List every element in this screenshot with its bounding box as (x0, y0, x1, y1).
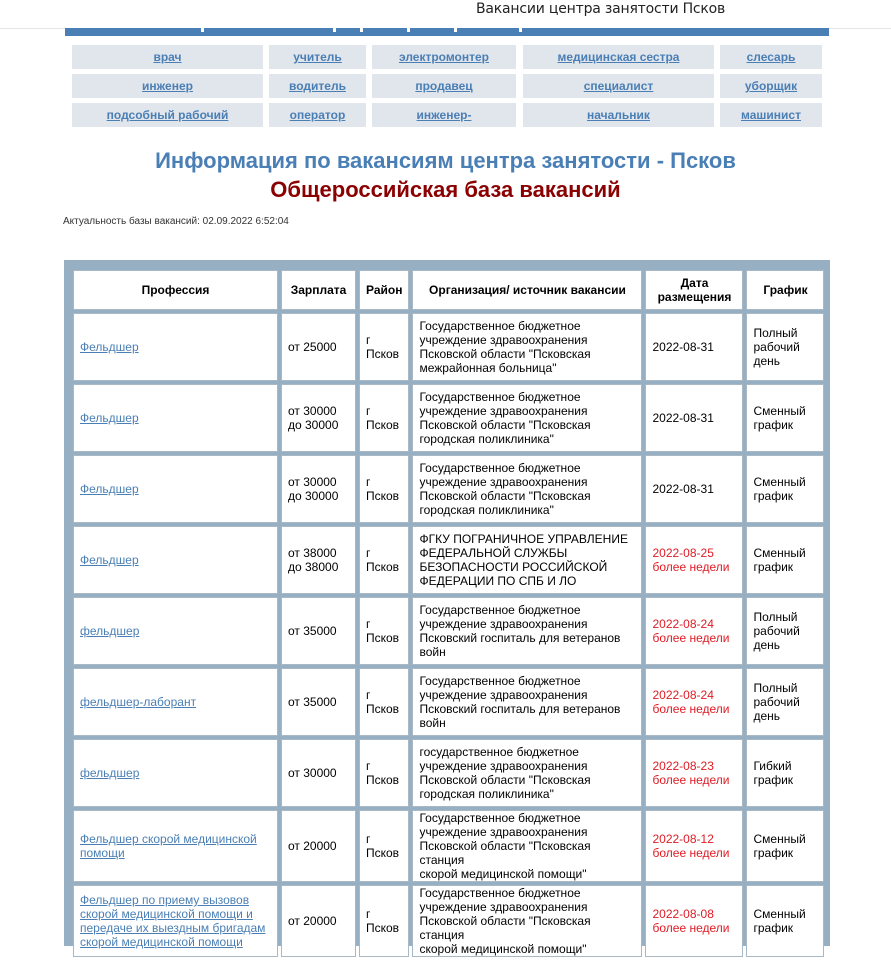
table-row (73, 810, 824, 882)
organization-text: учреждение здравоохранения (419, 475, 588, 489)
schedule-text: график (753, 489, 794, 503)
cell-salary (281, 739, 356, 807)
cell-profession (73, 384, 278, 452)
profession-link[interactable]: Фельдшер (80, 340, 139, 354)
nav-link[interactable]: уборщик (744, 79, 798, 93)
cell-organization (412, 455, 642, 523)
organization-text: учреждение здравоохранения (419, 759, 588, 773)
cell-district (359, 313, 409, 381)
cell-date (645, 313, 743, 381)
nav-cell[interactable] (269, 74, 366, 98)
district-text: Псков (366, 489, 400, 503)
schedule-text: рабочий (753, 695, 800, 709)
organization-text: Государственное бюджетное (419, 461, 581, 475)
cell-organization (412, 739, 642, 807)
stale-note: более недели (652, 846, 730, 860)
banner-notch (519, 28, 522, 32)
cell-date (645, 668, 743, 736)
salary-text: от 25000 (288, 340, 337, 354)
nav-link[interactable]: оператор (289, 108, 346, 122)
cell-organization (412, 668, 642, 736)
stale-note: более недели (652, 702, 730, 716)
district-text: г (366, 333, 371, 347)
stale-note: более недели (652, 921, 730, 935)
schedule-text: Сменный (753, 475, 806, 489)
organization-text: ФГКУ ПОГРАНИЧНОЕ УПРАВЛЕНИЕ (419, 532, 628, 546)
banner-notch (454, 28, 457, 32)
schedule-text: график (753, 773, 794, 787)
schedule-text: Полный (753, 326, 798, 340)
nav-cell[interactable] (72, 45, 263, 69)
organization-text: Псковской области "Псковская (419, 418, 591, 432)
salary-text: от 35000 (288, 624, 337, 638)
salary-text: от 35000 (288, 695, 337, 709)
posting-date: 2022-08-08 (652, 907, 714, 921)
organization-text: Псковской области "Псковская (419, 489, 591, 503)
organization-text: скорой медицинской помощи" (419, 942, 587, 956)
salary-text: до 30000 (288, 418, 339, 432)
cell-district (359, 455, 409, 523)
banner-notch (407, 28, 410, 32)
nav-link[interactable]: водитель (289, 79, 346, 93)
organization-text: БЕЗОПАСНОСТИ РОССИЙСКОЙ (419, 560, 608, 574)
nav-cell[interactable] (720, 45, 822, 69)
cell-date (645, 885, 743, 957)
nav-cell[interactable] (269, 45, 366, 69)
district-text: г (366, 404, 371, 418)
header-schedule: График (746, 270, 824, 310)
nav-link[interactable]: инженер- (416, 108, 472, 122)
organization-text: учреждение здравоохранения (419, 900, 588, 914)
schedule-text: Сменный (753, 832, 806, 846)
organization-text: Псковской области "Псковская станция (419, 914, 591, 942)
cell-district (359, 885, 409, 957)
nav-cell[interactable] (523, 45, 714, 69)
cell-organization (412, 597, 642, 665)
organization-text: скорой медицинской помощи" (419, 867, 587, 881)
schedule-text: день (753, 709, 781, 723)
cell-profession (73, 597, 278, 665)
header-date: Дата размещения (645, 270, 743, 310)
cell-organization (412, 313, 642, 381)
table-row (73, 885, 824, 957)
banner-notch (201, 28, 204, 32)
nav-cell[interactable] (372, 103, 516, 127)
district-text: Псков (366, 631, 400, 645)
cell-date (645, 810, 743, 882)
profession-link[interactable]: Фельдшер скорой медицинской помощи (80, 832, 257, 860)
cell-profession (73, 526, 278, 594)
cell-schedule (746, 810, 824, 882)
posting-date: 2022-08-23 (652, 759, 714, 773)
district-text: г (366, 688, 371, 702)
cell-salary (281, 885, 356, 957)
nav-link[interactable]: электромонтер (398, 50, 490, 64)
nav-link[interactable]: машинист (741, 108, 801, 122)
cell-district (359, 810, 409, 882)
cell-salary (281, 668, 356, 736)
header-banner (65, 28, 829, 36)
nav-link[interactable]: слесарь (746, 50, 796, 64)
salary-text: от 38000 (288, 546, 337, 560)
organization-text: Государственное бюджетное (419, 811, 581, 825)
cell-schedule (746, 526, 824, 594)
organization-text: Государственное бюджетное (419, 886, 581, 900)
schedule-text: график (753, 560, 794, 574)
organization-text: Псковской области "Псковская станция (419, 839, 591, 867)
cell-schedule (746, 885, 824, 957)
organization-text: Государственное бюджетное (419, 319, 581, 333)
organization-text: городская поликлиника" (419, 503, 554, 517)
cell-date (645, 384, 743, 452)
table-header-row (73, 270, 824, 310)
organization-text: Псковской области "Псковская (419, 347, 591, 361)
nav-link[interactable]: инженер (142, 79, 193, 93)
cell-date (645, 455, 743, 523)
cell-salary (281, 526, 356, 594)
cell-profession (73, 739, 278, 807)
district-text: г (366, 832, 371, 846)
nav-link[interactable]: продавец (415, 79, 473, 93)
cell-schedule (746, 384, 824, 452)
cell-date (645, 739, 743, 807)
posting-date: 2022-08-24 (652, 688, 714, 702)
posting-date: 2022-08-31 (652, 340, 714, 354)
nav-link[interactable]: специалист (583, 79, 654, 93)
district-text: г (366, 759, 371, 773)
schedule-text: Сменный (753, 404, 806, 418)
salary-text: от 20000 (288, 914, 337, 928)
database-freshness: Актуальность базы вакансий: 02.09.2022 6:52:04 (63, 216, 289, 227)
nav-cell[interactable] (372, 45, 516, 69)
nav-cell[interactable] (372, 74, 516, 98)
salary-text: до 38000 (288, 560, 339, 574)
nav-cell[interactable] (720, 103, 822, 127)
district-text: г (366, 617, 371, 631)
table-row (73, 597, 824, 665)
cell-district (359, 597, 409, 665)
district-text: г (366, 907, 371, 921)
header-profession: Профессия (73, 270, 278, 310)
table-row (73, 313, 824, 381)
district-text: Псков (366, 347, 400, 361)
organization-text: Псковской области "Псковская (419, 773, 591, 787)
banner-notch (333, 28, 336, 32)
posting-date: 2022-08-31 (652, 411, 714, 425)
schedule-text: рабочий (753, 624, 800, 638)
posting-date: 2022-08-24 (652, 617, 714, 631)
window-title: Вакансии центра занятости Псков (476, 1, 726, 17)
stale-note: более недели (652, 773, 730, 787)
cell-schedule (746, 668, 824, 736)
cell-schedule (746, 313, 824, 381)
organization-text: ФЕДЕРАЦИИ ПО СПБ И ЛО (419, 574, 577, 588)
nav-cell[interactable] (269, 103, 366, 127)
nav-cell[interactable] (72, 74, 263, 98)
nav-cell[interactable] (720, 74, 822, 98)
nav-link[interactable]: подсобный рабочий (106, 108, 229, 122)
vacancy-table (70, 267, 827, 960)
table-row (73, 455, 824, 523)
cell-schedule (746, 455, 824, 523)
schedule-text: график (753, 418, 794, 432)
schedule-text: график (753, 846, 794, 860)
cell-salary (281, 597, 356, 665)
schedule-text: день (753, 638, 781, 652)
district-text: Псков (366, 846, 400, 860)
schedule-text: Полный (753, 610, 798, 624)
cell-organization (412, 810, 642, 882)
district-text: Псков (366, 560, 400, 574)
nav-link[interactable]: начальник (587, 108, 650, 122)
district-text: г (366, 475, 371, 489)
organization-text: учреждение здравоохранения (419, 617, 588, 631)
table-row (73, 668, 824, 736)
schedule-text: график (753, 921, 794, 935)
organization-text: учреждение здравоохранения (419, 404, 588, 418)
cell-schedule (746, 739, 824, 807)
organization-text: учреждение здравоохранения (419, 825, 588, 839)
salary-text: от 30000 (288, 475, 337, 489)
page-subtitle: Общероссийская база вакансий (270, 177, 621, 202)
schedule-text: Сменный (753, 907, 806, 921)
organization-text: войн (419, 716, 446, 730)
posting-date: 2022-08-12 (652, 832, 714, 846)
vacancy-table-frame (64, 260, 830, 956)
salary-text: до 30000 (288, 489, 339, 503)
table-row (73, 526, 824, 594)
cell-profession (73, 313, 278, 381)
organization-text: Государственное бюджетное (419, 674, 581, 688)
organization-text: ФЕДЕРАЛЬНОЙ СЛУЖБЫ (419, 546, 568, 560)
district-text: Псков (366, 773, 400, 787)
posting-date: 2022-08-25 (652, 546, 714, 560)
district-text: Псков (366, 702, 400, 716)
nav-link[interactable]: учитель (293, 50, 342, 64)
schedule-text: Сменный (753, 546, 806, 560)
cell-profession (73, 668, 278, 736)
schedule-text: день (753, 354, 781, 368)
schedule-text: Полный (753, 681, 798, 695)
organization-text: межрайонная больница" (419, 361, 557, 375)
cell-date (645, 526, 743, 594)
profession-link[interactable]: Фельдшер (80, 482, 139, 496)
cell-district (359, 739, 409, 807)
cell-profession (73, 885, 278, 957)
salary-text: от 30000 (288, 766, 337, 780)
district-text: Псков (366, 418, 400, 432)
stale-note: более недели (652, 560, 730, 574)
salary-text: от 20000 (288, 839, 337, 853)
header-organization: Организация/ источник вакансии (412, 270, 642, 310)
cell-organization (412, 885, 642, 957)
profession-link[interactable]: Фельдшер (80, 553, 139, 567)
cell-profession (73, 455, 278, 523)
table-row (73, 739, 824, 807)
profession-link[interactable]: фельдшер (80, 624, 140, 638)
profession-link[interactable]: Фельдшер (80, 411, 139, 425)
nav-cell[interactable] (72, 103, 263, 127)
organization-text: государственное бюджетное (419, 745, 579, 759)
cell-profession (73, 810, 278, 882)
posting-date: 2022-08-31 (652, 482, 714, 496)
organization-text: Государственное бюджетное (419, 603, 581, 617)
cell-district (359, 526, 409, 594)
organization-text: учреждение здравоохранения (419, 688, 588, 702)
cell-date (645, 597, 743, 665)
profession-link[interactable]: фельдшер (80, 766, 140, 780)
district-text: Псков (366, 921, 400, 935)
schedule-text: рабочий (753, 340, 800, 354)
nav-cell[interactable] (523, 103, 714, 127)
schedule-text: Гибкий (753, 759, 792, 773)
header-district: Район (359, 270, 409, 310)
page-title: Информация по вакансиям центра занятости - Псков (155, 148, 736, 173)
nav-cell[interactable] (523, 74, 714, 98)
organization-text: Псковский госпиталь для ветеранов (419, 631, 621, 645)
profession-link[interactable]: фельдшер-лаборант (80, 695, 197, 709)
cell-salary (281, 313, 356, 381)
organization-text: городская поликлиника" (419, 432, 554, 446)
profession-link[interactable]: Фельдшер по приему вызовов скорой медицинской помощи и передаче их выездным бригадам скорой медицинской помощи (80, 893, 266, 949)
cell-district (359, 668, 409, 736)
cell-salary (281, 810, 356, 882)
nav-link[interactable]: медицинская сестра (557, 50, 680, 64)
cell-organization (412, 384, 642, 452)
cell-salary (281, 455, 356, 523)
table-row (73, 384, 824, 452)
cell-organization (412, 526, 642, 594)
organization-text: городская поликлиника" (419, 787, 554, 801)
stale-note: более недели (652, 631, 730, 645)
cell-district (359, 384, 409, 452)
cell-salary (281, 384, 356, 452)
header-salary: Зарплата (281, 270, 356, 310)
organization-text: учреждение здравоохранения (419, 333, 588, 347)
organization-text: Государственное бюджетное (419, 390, 581, 404)
cell-schedule (746, 597, 824, 665)
banner-notch (360, 28, 363, 32)
nav-link[interactable]: врач (153, 50, 182, 64)
district-text: г (366, 546, 371, 560)
salary-text: от 30000 (288, 404, 337, 418)
organization-text: войн (419, 645, 446, 659)
organization-text: Псковский госпиталь для ветеранов (419, 702, 621, 716)
